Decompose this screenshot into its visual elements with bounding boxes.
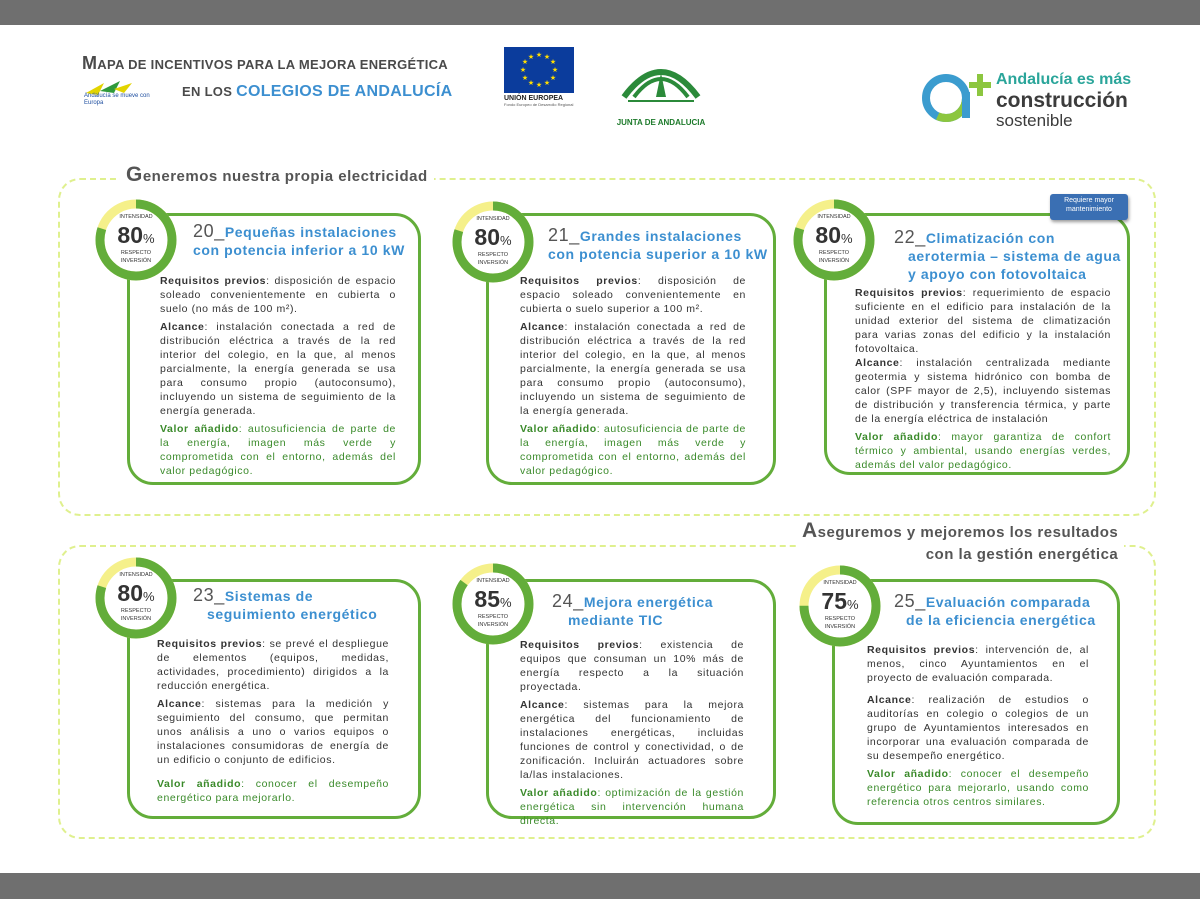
main-title-line1: MAPA DE INCENTIVOS PARA LA MEJORA ENERGÉTICA <box>82 53 448 73</box>
svg-text:★: ★ <box>519 66 527 74</box>
amc-line1: Andalucía es más <box>996 71 1132 88</box>
gauge-label-bottom: RESPECTO INVERSIÓN <box>120 250 152 264</box>
svg-text:★: ★ <box>535 81 543 89</box>
svg-text:★: ★ <box>521 74 529 82</box>
svg-text:★: ★ <box>543 79 551 87</box>
gauge-value: 80% <box>815 222 853 248</box>
junta-emblem-icon <box>616 45 706 115</box>
card-body: Requisitos previos: se prevé el despliegue de elementos (equipos, medidas, actividades, procedimiento) dirigidos a la reducción energética. Alcance: sistemas para la medición y seguimiento del consumo, que permitan unos análisis a uno o varios equipos o instalaciones consumidoras de energía de un edificio o conjunto de edificios. Valor añadido: conocer el desempeño energético para mejorarlo. <box>157 638 389 804</box>
eu-sublabel: Fondo Europeo de Desarrollo Regional <box>504 102 574 107</box>
card-title: 25_Evaluación comparada de la eficiencia energética <box>894 591 1096 628</box>
gauge-label-top: INTENSIDAD <box>476 216 510 222</box>
amc-logo <box>920 62 1140 132</box>
gauge-label-bottom: RESPECTO INVERSIÓN <box>818 250 850 264</box>
card-body: Requisitos previos: existencia de equipos que consuman un 10% más de energía respecto a la situación proyectada. Alcance: sistemas para la mejora energética del funcionamiento de instalaciones energéticas, incluidas funciones de control y conectividad, o de zonificación. Incluirán actuadores sobre la/las instalaciones. Valor añadido: optimización de la gestión energética sin intervención humana directa. <box>520 639 744 827</box>
svg-text:★: ★ <box>549 74 557 82</box>
andalucia-europe-logo-text: Andalucía se mueve con Europa <box>84 93 150 106</box>
gauge-label-top: INTENSIDAD <box>119 572 153 578</box>
card-body: Requisitos previos: disposición de espacio soleado convenientemente en cubierta o suelo superior a 100 m². Alcance: instalación conectada a red de distribución eléctrica a través de la red interior del colegio, en la que, al menos parcialmente, la energía generada se usa para consumo propio (autoconsumo), incluyendo un sistema de seguimiento de la energía generada. Valor añadido: autosuficiencia de parte de la energía, imagen más verde y comprometida con el entorno, además del valor pedagógico. <box>520 275 746 477</box>
gauge-value: 80% <box>117 580 155 606</box>
intensity-gauge <box>94 198 178 282</box>
eu-label: UNIÓN EUROPEA <box>504 95 564 102</box>
svg-text:★: ★ <box>535 51 543 59</box>
card-title: 21_Grandes instalaciones con potencia superior a 10 kW <box>548 225 768 262</box>
section-title-generate: Generemos nuestra propia electricidad <box>120 163 434 187</box>
junta-andalucia-logo <box>616 45 706 135</box>
gauge-label-bottom: RESPECTO INVERSIÓN <box>120 608 152 622</box>
intensity-gauge <box>798 564 882 648</box>
gauge-label-bottom: RESPECTO INVERSIÓN <box>477 614 509 628</box>
gauge-label-top: INTENSIDAD <box>119 214 153 220</box>
eu-logo <box>504 47 574 117</box>
gauge-label-top: INTENSIDAD <box>817 214 851 220</box>
svg-text:★: ★ <box>521 58 529 66</box>
gauge-label-top: INTENSIDAD <box>476 578 510 584</box>
card-title: 20_Pequeñas instalaciones con potencia inferior a 10 kW <box>193 221 405 258</box>
card-title: 22_Climatización con aerotermia – sistema de agua y apoyo con fotovoltaica <box>894 227 1121 282</box>
intensity-gauge <box>451 562 535 646</box>
amc-line3: sostenible <box>996 111 1073 130</box>
eu-flag-icon <box>504 47 574 93</box>
maintenance-badge: Requiere mayor mantenimiento <box>1050 194 1128 220</box>
main-title-line2: EN LOS COLEGIOS DE ANDALUCÍA <box>182 83 453 100</box>
card-body: Requisitos previos: intervención de, al menos, cinco Ayuntamientos en el proyecto de evaluación comparada. Alcance: realización de estudios o auditorías en colegio o colegios de un grupo de Ayuntamientos interesados en incorporar una evaluación comparada de su desempeño energético. Valor añadido: conocer el desempeño energético para mejorarlo, usando como referencia otros centros similares. <box>867 644 1089 808</box>
card-title: 23_Sistemas de seguimiento energético <box>193 585 378 622</box>
card-title: 24_Mejora energética mediante TIC <box>552 591 714 628</box>
card-body: Requisitos previos: requerimiento de espacio suficiente en el edificio para instalación de la unidad exterior del sistema de climatización para varias zonas del edificio y la instalación fotovoltaica. Alcance: instalación centralizada mediante geotermia y sistema hidrónico con bomba de calor (SPF mayor de 2,5), incluyendo sistemas de distribución y transferencia térmica, y parte de la energía eléctrica de instalación Valor añadido: mayor garantiza de confort térmico y ambiental, usando energías verdes, además del valor pedagógico. <box>855 287 1111 471</box>
amc-logo-icon <box>920 66 996 130</box>
svg-text:★: ★ <box>543 53 551 61</box>
intensity-gauge <box>94 556 178 640</box>
intensity-gauge <box>792 198 876 282</box>
section-title-management: Aseguremos y mejoremos los resultados con la gestión energética <box>796 520 1124 566</box>
svg-text:★: ★ <box>551 66 559 74</box>
gauge-value: 80% <box>117 222 155 248</box>
gauge-label-bottom: RESPECTO INVERSIÓN <box>477 252 509 266</box>
svg-text:★: ★ <box>527 79 535 87</box>
bottom-frame-bar <box>0 873 1200 899</box>
gauge-label-bottom: RESPECTO INVERSIÓN <box>824 616 856 630</box>
amc-line2: construcción <box>996 89 1128 112</box>
gauge-value: 80% <box>474 224 512 250</box>
svg-text:★: ★ <box>527 53 535 61</box>
card-body: Requisitos previos: disposición de espacio soleado convenientemente en cubierta o suelo (no más de 100 m²). Alcance: instalación conectada a red de distribución eléctrica a través de la red interior del colegio, en la que, al menos parcialmente, la energía generada se usa para consumo propio (autoconsumo), incluyendo un sistema de seguimiento de la energía generada. Valor añadido: autosuficiencia de parte de la energía, imagen más verde y comprometida con el entorno, además del valor pedagógico. <box>160 275 396 477</box>
gauge-value: 75% <box>821 588 859 614</box>
gauge-value: 85% <box>474 586 512 612</box>
intensity-gauge <box>451 200 535 284</box>
junta-label: JUNTA DE ANDALUCIA <box>616 118 706 127</box>
gauge-label-top: INTENSIDAD <box>823 580 857 586</box>
svg-text:★: ★ <box>549 58 557 66</box>
top-frame-bar <box>0 0 1200 25</box>
